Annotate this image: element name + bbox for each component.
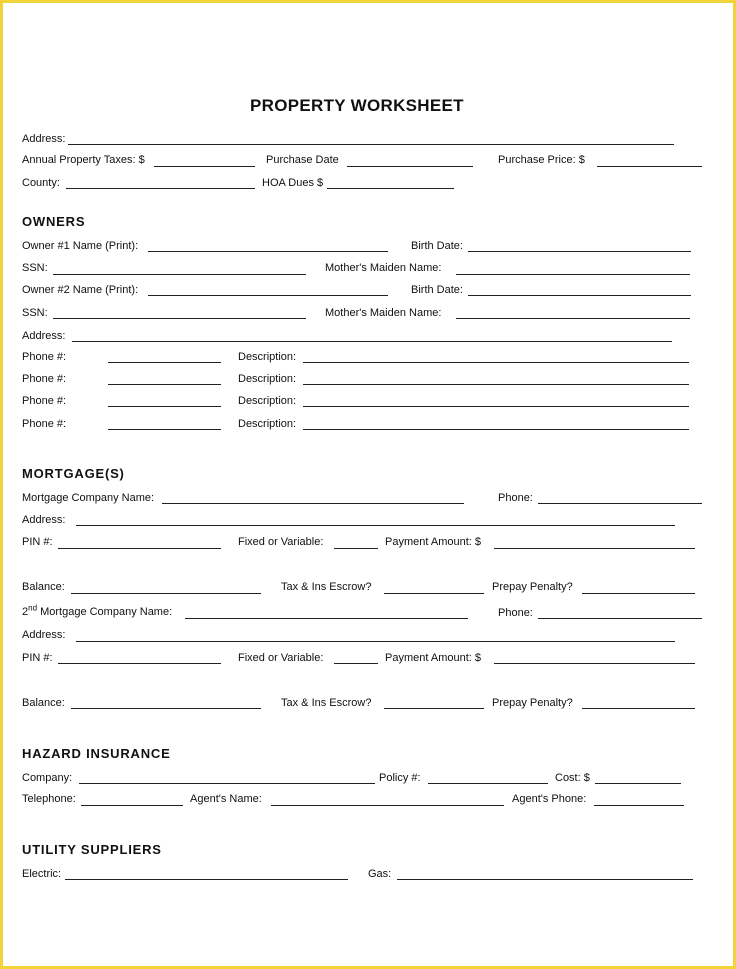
electric-label: Electric: [22,868,62,880]
mortgage2-address-label: Address: [22,629,66,641]
mortgage1-payment-label: Payment Amount: $ [385,536,481,548]
mortgage2-fixed-label: Fixed or Variable: [238,652,324,664]
purchase-date-label: Purchase Date [266,154,339,166]
phone-description-field[interactable] [303,384,689,385]
mortgage2-escrow-label: Tax & Ins Escrow? [281,697,372,709]
cost-label: Cost: $ [555,772,590,784]
hoa-dues-field[interactable] [327,188,454,189]
mortgage2-prepay-label: Prepay Penalty? [492,697,573,709]
mortgage1-fixed-label: Fixed or Variable: [238,536,324,548]
owner2-birth-date-field[interactable] [468,295,691,296]
mortgage-heading: MORTGAGE(S) [22,466,125,481]
property-taxes-label: Annual Property Taxes: $ [22,154,145,166]
agent-name-field[interactable] [271,805,504,806]
agent-phone-label: Agent's Phone: [512,793,587,805]
mortgage1-prepay-label: Prepay Penalty? [492,581,573,593]
phone-description-field[interactable] [303,429,689,430]
phone-description-field[interactable] [303,362,689,363]
mortgage1-company-label: Mortgage Company Name: [22,492,155,504]
policy-number-field[interactable] [428,783,548,784]
gas-label: Gas: [368,868,392,880]
county-label: County: [22,177,60,189]
electric-field[interactable] [65,879,348,880]
mortgage2-prepay-field[interactable] [582,708,695,709]
hoa-dues-label: HOA Dues $ [262,177,324,189]
mortgage1-payment-field[interactable] [494,548,695,549]
mortgage2-escrow-field[interactable] [384,708,484,709]
mortgage2-pin-label: PIN #: [22,652,53,664]
mortgage2-balance-label: Balance: [22,697,65,709]
owner1-maiden-field[interactable] [456,274,690,275]
owner2-birth-date-label: Birth Date: [411,284,463,296]
mortgage1-pin-label: PIN #: [22,536,53,548]
mortgage2-address-field[interactable] [76,641,675,642]
worksheet-page [3,3,733,966]
mortgage1-pin-field[interactable] [58,548,221,549]
phone-description-label: Description: [238,351,297,363]
phone-field[interactable] [108,429,221,430]
mortgage2-fixed-field[interactable] [334,663,378,664]
policy-number-label: Policy #: [379,772,421,784]
property-address-field[interactable] [68,144,674,145]
mortgage2-payment-label: Payment Amount: $ [385,652,481,664]
hazard-heading: HAZARD INSURANCE [22,746,171,761]
phone-description-label: Description: [238,418,297,430]
page-title: PROPERTY WORKSHEET [250,96,464,115]
phone-field[interactable] [108,362,221,363]
property-taxes-field[interactable] [154,166,255,167]
purchase-price-label: Purchase Price: $ [498,154,585,166]
owner1-maiden-label: Mother's Maiden Name: [325,262,442,274]
owners-heading: OWNERS [22,214,86,229]
county-field[interactable] [66,188,255,189]
phone-description-label: Description: [238,395,297,407]
hazard-company-label: Company: [22,772,73,784]
mortgage1-address-label: Address: [22,514,66,526]
owner2-name-label: Owner #2 Name (Print): [22,284,139,296]
mortgage2-company-field[interactable] [185,618,468,619]
owner1-name-label: Owner #1 Name (Print): [22,240,139,252]
gas-field[interactable] [397,879,693,880]
owners-address-label: Address: [22,330,66,342]
mortgage1-phone-field[interactable] [538,503,702,504]
mortgage1-escrow-field[interactable] [384,593,484,594]
purchase-price-field[interactable] [597,166,702,167]
agent-phone-field[interactable] [594,805,684,806]
mortgage1-address-field[interactable] [76,525,675,526]
phone-description-label: Description: [238,373,297,385]
owner2-ssn-label: SSN: [22,307,48,319]
mortgage2-pin-field[interactable] [58,663,221,664]
purchase-date-field[interactable] [347,166,473,167]
owner1-birth-date-label: Birth Date: [411,240,463,252]
owner2-name-field[interactable] [148,295,388,296]
mortgage2-phone-label: Phone: [498,607,533,619]
owners-address-field[interactable] [72,341,672,342]
hazard-company-field[interactable] [79,783,375,784]
mortgage2-payment-field[interactable] [494,663,695,664]
utility-heading: UTILITY SUPPLIERS [22,842,162,857]
mortgage2-phone-field[interactable] [538,618,702,619]
property-address-label: Address: [22,133,66,145]
phone-description-field[interactable] [303,406,689,407]
phone-label: Phone #: [22,373,67,385]
phone-label: Phone #: [22,395,67,407]
owner1-name-field[interactable] [148,251,388,252]
mortgage1-phone-label: Phone: [498,492,533,504]
mortgage1-company-field[interactable] [162,503,464,504]
owner2-maiden-label: Mother's Maiden Name: [325,307,442,319]
mortgage1-balance-label: Balance: [22,581,65,593]
mortgage1-fixed-field[interactable] [334,548,378,549]
owner1-ssn-field[interactable] [53,274,306,275]
owner2-ssn-field[interactable] [53,318,306,319]
phone-label: Phone #: [22,418,67,430]
phone-field[interactable] [108,406,221,407]
mortgage2-balance-field[interactable] [71,708,261,709]
agent-name-label: Agent's Name: [190,793,262,805]
cost-field[interactable] [595,783,681,784]
owner2-maiden-field[interactable] [456,318,690,319]
phone-field[interactable] [108,384,221,385]
owner1-ssn-label: SSN: [22,262,48,274]
mortgage1-balance-field[interactable] [71,593,261,594]
mortgage2-company-label [22,603,173,619]
mortgage2-ordinal-number: 2 [22,606,29,618]
mortgage1-prepay-field[interactable] [582,593,695,594]
mortgage2-ordinal-suffix: nd [28,603,38,613]
hazard-telephone-field[interactable] [81,805,183,806]
phone-label: Phone #: [22,351,67,363]
owner1-birth-date-field[interactable] [468,251,691,252]
hazard-telephone-label: Telephone: [22,793,76,805]
mortgage1-escrow-label: Tax & Ins Escrow? [281,581,372,593]
mortgage2-company-text: Mortgage Company Name: [37,606,173,618]
